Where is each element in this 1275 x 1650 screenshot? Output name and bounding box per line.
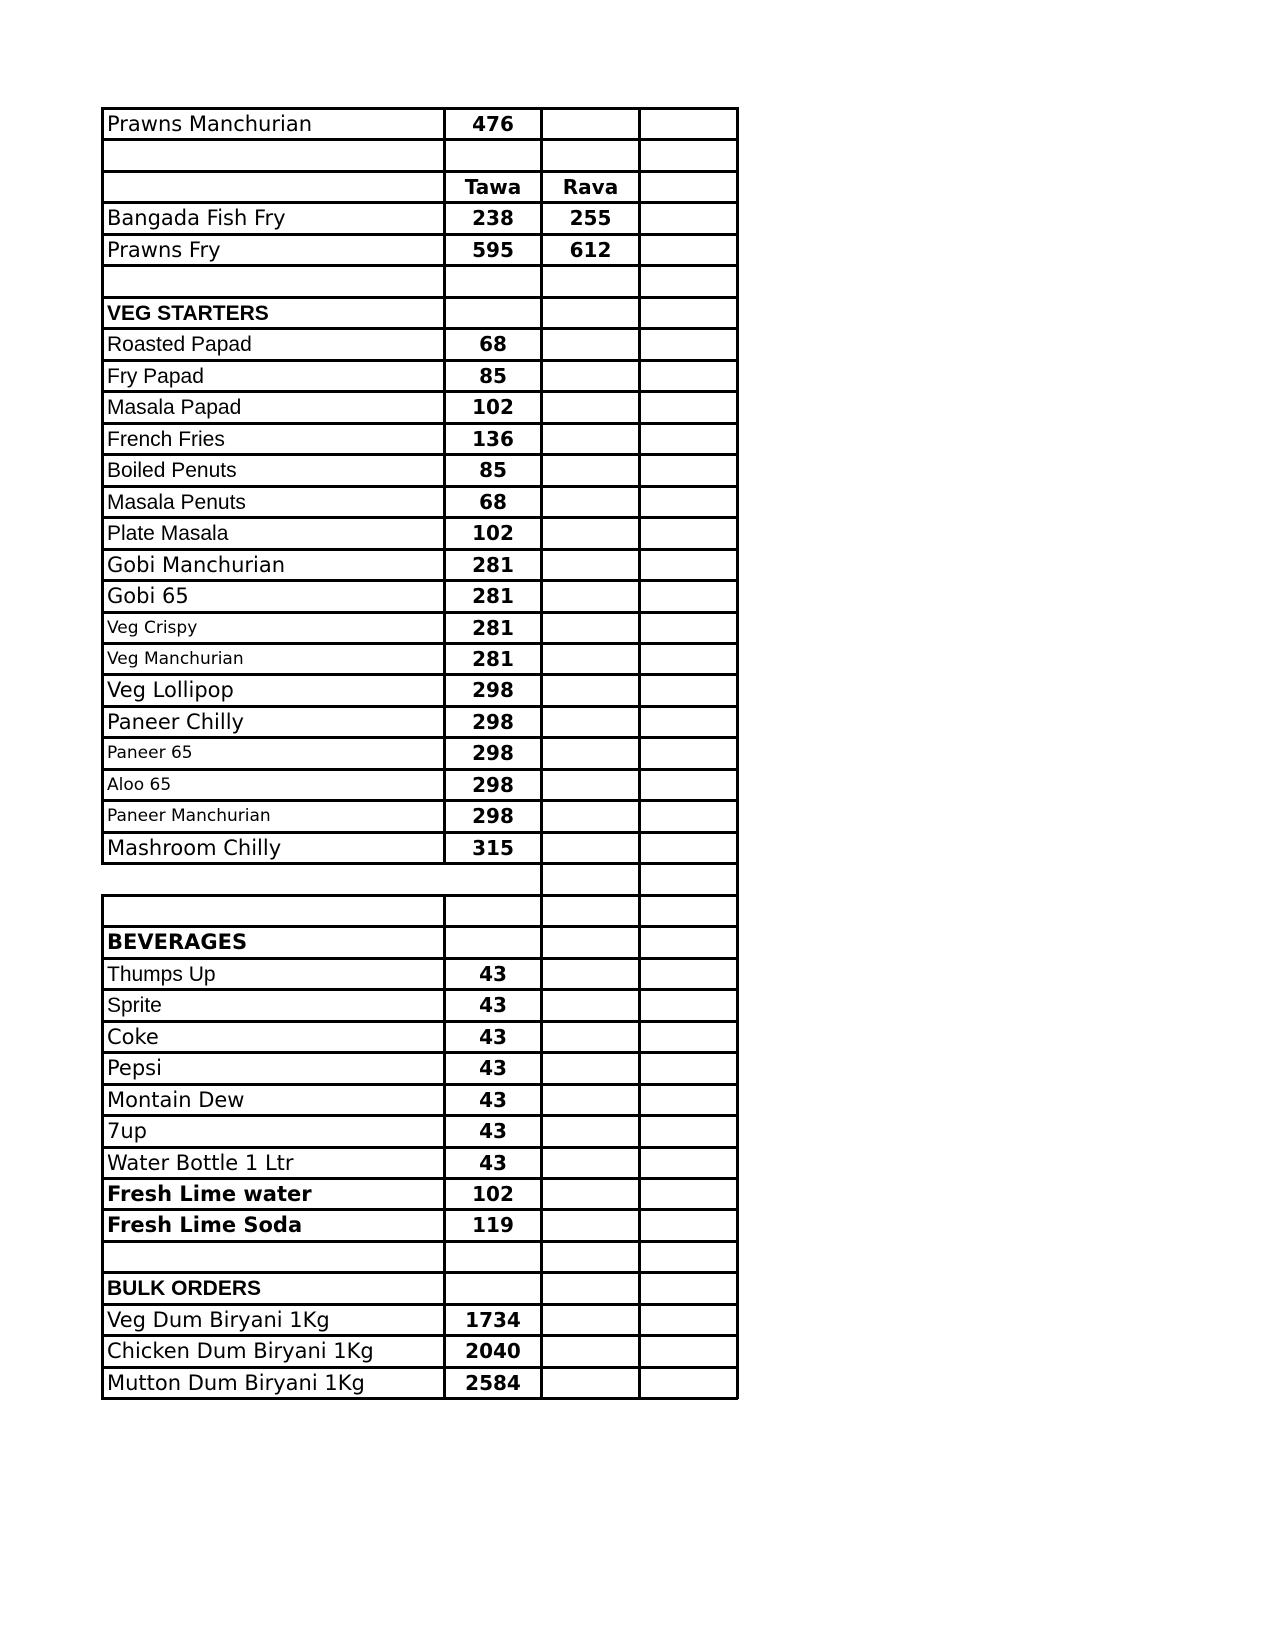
- item-price-alt: [543, 392, 638, 423]
- item-price: 298: [472, 773, 514, 797]
- item-name: Plate Masala: [107, 522, 229, 545]
- item-name: Veg Manchurian: [107, 649, 244, 669]
- item-price: 281: [472, 616, 514, 640]
- item-price-alt: [543, 738, 638, 769]
- item-price-alt: [543, 1368, 638, 1399]
- item-price: [446, 266, 540, 297]
- item-price-alt: [543, 361, 638, 392]
- item-price: 43: [479, 962, 507, 986]
- item-price-alt: [543, 1022, 638, 1053]
- item-name: Roasted Papad: [107, 333, 252, 356]
- item-price: 238: [472, 206, 514, 230]
- item-name: Coke: [107, 1025, 159, 1049]
- item-price: 315: [472, 836, 514, 860]
- item-price-alt: [543, 266, 638, 297]
- item-price-alt: [543, 518, 638, 549]
- item-name: Fresh Lime Soda: [107, 1213, 303, 1237]
- item-name: Fresh Lime water: [107, 1182, 312, 1206]
- item-price-alt: [543, 298, 638, 329]
- item-name: Gobi Manchurian: [107, 553, 286, 577]
- column-divider: [101, 895, 104, 1399]
- item-price: 85: [479, 458, 507, 482]
- item-price: 298: [472, 710, 514, 734]
- item-price: 43: [479, 1056, 507, 1080]
- item-name: Veg Dum Biryani 1Kg: [107, 1308, 330, 1332]
- item-price-alt: [543, 927, 638, 958]
- item-name: French Fries: [107, 428, 225, 451]
- item-price: 595: [472, 238, 514, 262]
- item-name: VEG STARTERS: [107, 302, 269, 325]
- item-price: 68: [479, 332, 507, 356]
- item-price: 43: [479, 1025, 507, 1049]
- item-name: Masala Papad: [107, 396, 242, 419]
- item-name: Boiled Penuts: [107, 459, 237, 482]
- item-price-alt: [543, 455, 638, 486]
- item-price-alt: 255: [569, 206, 612, 230]
- item-price: 2584: [465, 1371, 521, 1395]
- item-price: [446, 1242, 540, 1273]
- item-name: Sprite: [107, 994, 162, 1017]
- item-name: [107, 896, 457, 927]
- item-price-alt: [543, 1273, 638, 1304]
- item-price: 43: [479, 993, 507, 1017]
- item-price: 102: [472, 521, 514, 545]
- item-price: [446, 927, 540, 958]
- item-price: [446, 896, 540, 927]
- item-name: Bangada Fish Fry: [107, 206, 286, 230]
- item-price-alt: [543, 959, 638, 990]
- item-name: [107, 172, 457, 203]
- item-name: Water Bottle 1 Ltr: [107, 1151, 294, 1175]
- item-name: Veg Crispy: [107, 618, 198, 638]
- item-name: [107, 1242, 457, 1273]
- item-price-alt: [543, 1305, 638, 1336]
- item-name: Paneer 65: [107, 743, 193, 763]
- item-price-alt: [543, 707, 638, 738]
- item-name: [107, 864, 457, 895]
- item-name: Montain Dew: [107, 1088, 245, 1112]
- item-name: Mashroom Chilly: [107, 836, 282, 860]
- item-price-alt: [543, 424, 638, 455]
- item-price-alt: [543, 1085, 638, 1116]
- item-price-alt: [543, 1242, 638, 1273]
- item-price: 281: [472, 647, 514, 671]
- item-price-alt: [543, 1148, 638, 1179]
- item-name: Prawns Fry: [107, 238, 221, 262]
- item-price-alt: [543, 896, 638, 927]
- item-price: [446, 140, 540, 171]
- column-divider: [736, 107, 739, 1399]
- item-price-alt: [543, 990, 638, 1021]
- item-price-alt: [543, 833, 638, 864]
- item-price-alt: [543, 487, 638, 518]
- item-name: Masala Penuts: [107, 491, 246, 514]
- item-name: BEVERAGES: [107, 930, 248, 954]
- item-name: BULK ORDERS: [107, 1277, 262, 1300]
- item-name: 7up: [107, 1119, 148, 1143]
- item-price-alt: [543, 140, 638, 171]
- item-price: [446, 1273, 540, 1304]
- item-price-alt: [543, 1116, 638, 1147]
- item-price-alt: [543, 644, 638, 675]
- item-price-alt: [543, 109, 638, 140]
- item-price-alt: [543, 581, 638, 612]
- item-price: [446, 298, 540, 329]
- item-price-alt: [543, 1179, 638, 1210]
- item-name: Gobi 65: [107, 584, 189, 608]
- item-name: Prawns Manchurian: [107, 112, 313, 136]
- item-price: 68: [479, 490, 507, 514]
- item-price-alt: [543, 613, 638, 644]
- item-name: Aloo 65: [107, 775, 172, 795]
- item-name: Mutton Dum Biryani 1Kg: [107, 1371, 365, 1395]
- item-price: 476: [472, 112, 514, 136]
- item-price: 43: [479, 1151, 507, 1175]
- item-price-alt: Rava: [562, 175, 619, 199]
- item-price: 43: [479, 1088, 507, 1112]
- item-price: 281: [472, 584, 514, 608]
- item-price-alt: [543, 1210, 638, 1241]
- item-price: 298: [472, 741, 514, 765]
- item-name: [107, 140, 457, 171]
- item-price-alt: 612: [569, 238, 612, 262]
- item-price: 298: [472, 804, 514, 828]
- item-price: 2040: [465, 1339, 521, 1363]
- item-price: 298: [472, 678, 514, 702]
- item-price: 102: [472, 1182, 514, 1206]
- item-price-alt: [543, 770, 638, 801]
- item-price: 1734: [465, 1308, 521, 1332]
- item-price: 43: [479, 1119, 507, 1143]
- item-name: Paneer Manchurian: [107, 806, 271, 826]
- item-price: 85: [479, 364, 507, 388]
- column-divider: [638, 107, 641, 1399]
- item-price: 102: [472, 395, 514, 419]
- item-price-alt: [543, 864, 638, 895]
- item-price: [446, 864, 540, 895]
- item-name: Fry Papad: [107, 365, 204, 388]
- item-name: Chicken Dum Biryani 1Kg: [107, 1339, 374, 1363]
- item-price: Tawa: [464, 175, 522, 199]
- item-price-alt: [543, 1053, 638, 1084]
- item-price-alt: [543, 329, 638, 360]
- item-price-alt: [543, 675, 638, 706]
- item-name: [107, 266, 457, 297]
- item-name: Veg Lollipop: [107, 678, 234, 702]
- item-price-alt: [543, 801, 638, 832]
- item-price: 281: [472, 553, 514, 577]
- column-divider: [101, 107, 104, 863]
- item-price: 136: [472, 427, 514, 451]
- item-price-alt: [543, 550, 638, 581]
- item-name: Pepsi: [107, 1056, 162, 1080]
- item-price-alt: [543, 1336, 638, 1367]
- item-name: Thumps Up: [107, 963, 216, 986]
- item-price: 119: [472, 1213, 514, 1237]
- item-name: Paneer Chilly: [107, 710, 244, 734]
